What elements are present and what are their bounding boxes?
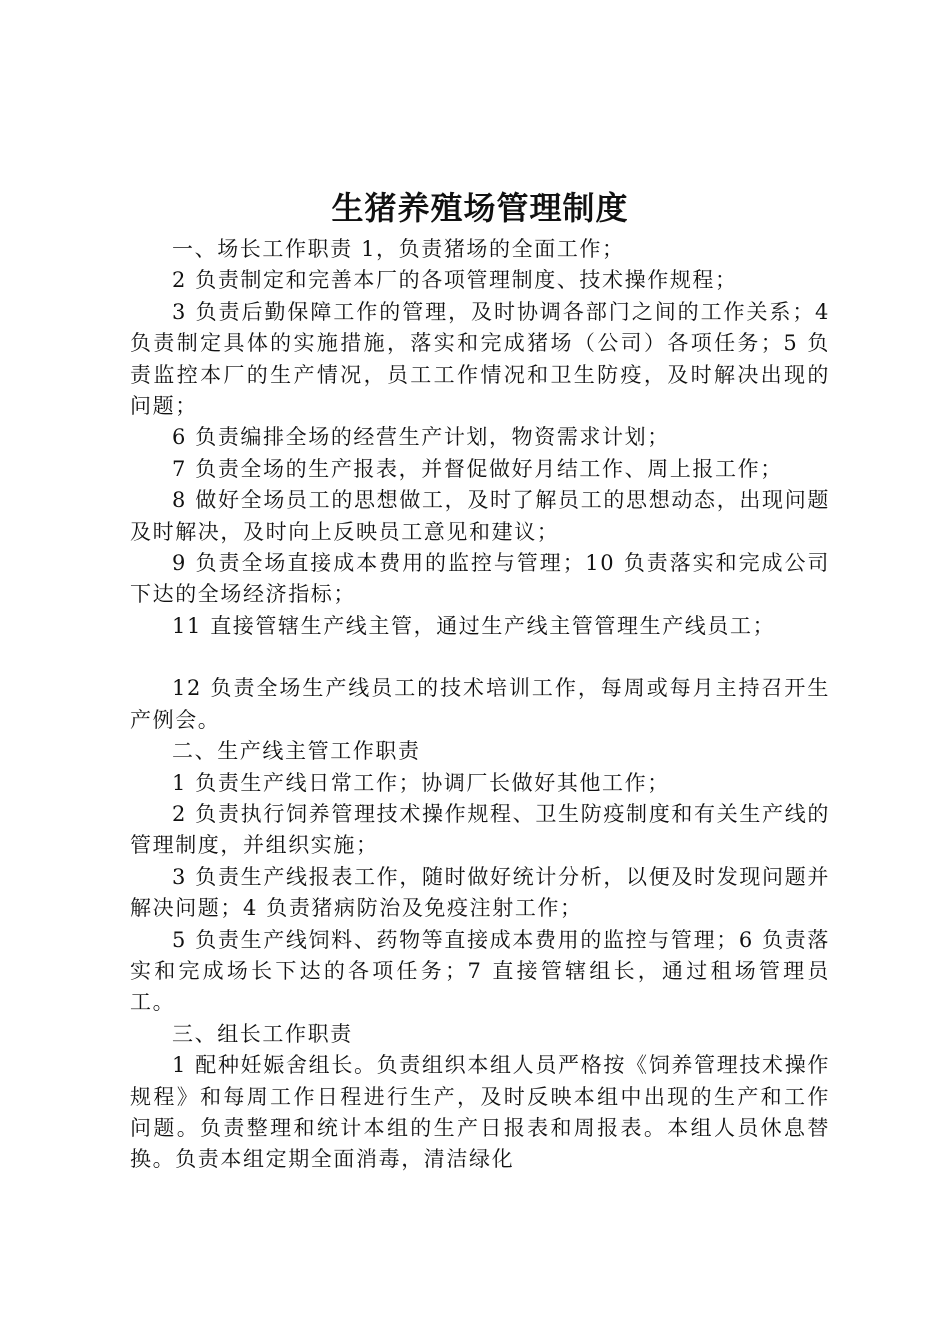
paragraph-11: 1 负责生产线日常工作；协调厂长做好其他工作； (172, 770, 670, 795)
paragraph-14: 5 负责生产线饲料、药物等直接成本费用的监控与管理；6 负责落实和完成场长下达的各项任务；7 直接管辖组长，通过租场管理员工。 (130, 927, 830, 1015)
paragraph-8: 11 直接管辖生产线主管，通过生产线主管管理生产线员工； (172, 613, 776, 638)
document-title: 生猪养殖场管理制度 (331, 189, 629, 227)
paragraph-1: 一、场长工作职责 1，负责猪场的全面工作； (172, 237, 625, 261)
paragraph-5: 7 负责全场的生产报表，并督促做好月结工作、周上报工作； (172, 456, 783, 481)
paragraph-6: 8 做好全场员工的思想做工，及时了解员工的思想动态，出现问题及时解决，及时向上反映员工意见和建议； (130, 488, 830, 544)
paragraph-3: 3 负责后勤保障工作的管理，及时协调各部门之间的工作关系；4 负责制定具体的实施措施，落实和完成猪场（公司）各项任务；5 负责监控本厂的生产情况，员工工作情况和卫生防疫，及时解决出现的问题； (130, 299, 830, 419)
paragraph-13: 3 负责生产线报表工作，随时做好统计分析，以便及时发现问题并解决问题；4 负责猪病防治及免疫注射工作； (130, 864, 830, 921)
paragraph-7: 9 负责全场直接成本费用的监控与管理；10 负责落实和完成公司下达的全场经济指标； (130, 551, 830, 607)
section-heading-2: 二、生产线主管工作职责 (172, 739, 421, 764)
paragraph-9: 12 负责全场生产线员工的技术培训工作，每周或每月主持召开生产例会。 (130, 676, 830, 732)
paragraph-2: 2 负责制定和完善本厂的各项管理制度、技术操作规程； (172, 268, 738, 293)
paragraph-16: 1 配种妊娠舍组长。负责组织本组人员严格按《饲养管理技术操作规程》和每周工作日程进行生产，及时反映本组中出现的生产和工作问题。负责整理和统计本组的生产日报表和周报表。本组人员休息替换。负责本组定期全面消毒，清洁绿化 (130, 1053, 830, 1172)
paragraph-12: 2 负责执行饲养管理技术操作规程、卫生防疫制度和有关生产线的管理制度，并组织实施； (130, 801, 830, 858)
section-heading-3: 三、组长工作职责 (172, 1021, 353, 1046)
paragraph-4: 6 负责编排全场的经营生产计划，物资需求计划； (172, 425, 670, 450)
document-body (130, 234, 830, 1176)
document-page (130, 0, 830, 1344)
